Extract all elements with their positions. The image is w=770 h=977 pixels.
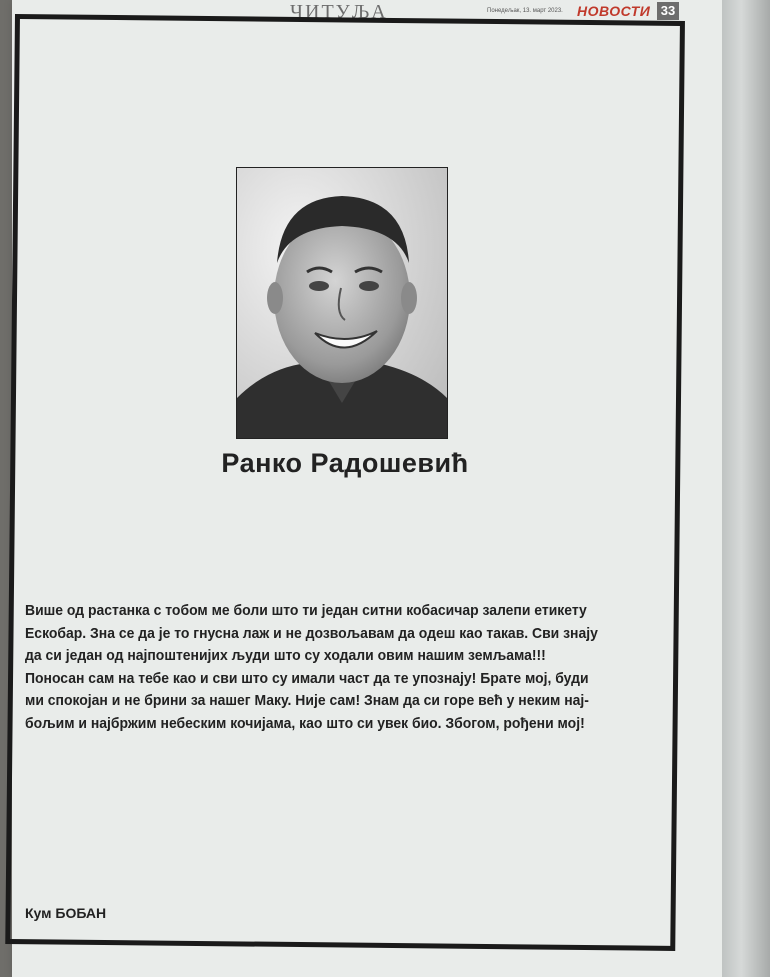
message-line: Поносан сам на тебе као и сви што су имали част да те упознају! Брате мој, буди — [25, 669, 589, 687]
page-edge — [722, 0, 770, 977]
issue-date: Понедељак, 13. март 2023. — [487, 8, 563, 14]
page-number: 33 — [657, 2, 679, 20]
portrait-image — [237, 168, 447, 438]
section-title: ЧИТУЉА — [290, 1, 388, 23]
message-line: Ескобар. Зна се да је то гнусна лаж и не дозвољавам да одеш као такав. Сви знају — [25, 624, 598, 642]
deceased-name: Ранко Радошевић — [221, 448, 469, 478]
newspaper-brand: НОВОСТИ — [577, 3, 651, 19]
obituary-frame — [5, 14, 685, 951]
portrait-photo — [236, 167, 448, 439]
message-line: ми спокојан и не брини за нашег Маку. Није сам! Знам да си горе већ у неким нај- — [25, 692, 589, 709]
message-line: да си један од најпоштенијих људи што су ходали овим нашим земљама!!! — [25, 647, 546, 664]
message-line: бољим и најбржим небеским кочијама, као што си увек био. Збогом, рођени мој! — [25, 714, 585, 732]
message-line: Више од растанка с тобом ме боли што ти један ситни кобасичар залепи етикету — [25, 602, 587, 619]
obituary-message — [25, 600, 620, 735]
signature: Кум БОБАН — [25, 905, 107, 921]
